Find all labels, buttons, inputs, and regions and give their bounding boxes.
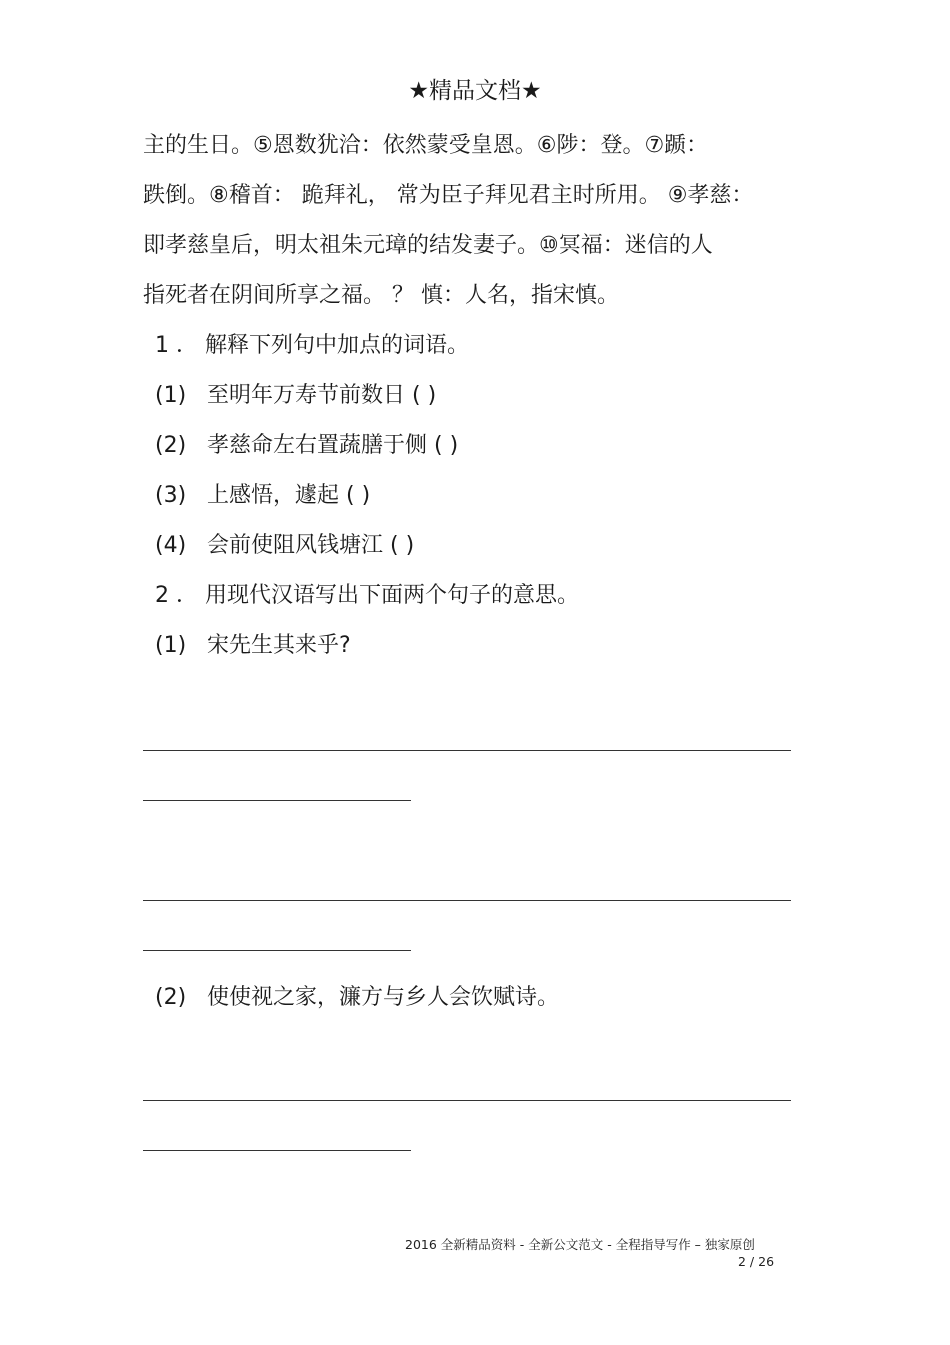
item-text: 孝慈命左右置蔬膳于侧 ( ) [207, 433, 459, 458]
item-number: (4) [155, 533, 187, 558]
question-1-item-4 [155, 528, 414, 559]
answer-line [143, 800, 411, 801]
item-text: 使使视之家，濂方与乡人会饮赋诗。 [207, 985, 560, 1010]
question-1-item-2 [155, 428, 458, 459]
item-number: (3) [155, 483, 187, 508]
question-1-item-3 [155, 478, 370, 509]
item-number: (1) [155, 633, 187, 658]
answer-line [143, 1150, 411, 1151]
item-text: 至明年万寿节前数日 ( ) [207, 383, 437, 408]
note-line-3: 即孝慈皇后，明太祖朱元璋的结发妻子。⑩冥福：迷信的人 [143, 233, 713, 258]
question-1-item-1 [155, 378, 436, 409]
question-2-item-1 [155, 628, 351, 659]
footer-text: 2016 全新精品资料 - 全新公文范文 - 全程指导写作 – 独家原创 [405, 1237, 755, 1252]
answer-line [143, 900, 791, 901]
page-header: ★精品文档★ [408, 78, 542, 104]
note-line-1: 主的生日。⑤恩数犹洽：依然蒙受皇恩。⑥陟：登。⑦踬： [143, 133, 709, 158]
page-number: 2 / 26 [738, 1254, 775, 1269]
note-line-2: 跌倒。⑧稽首： 跪拜礼， 常为臣子拜见君主时所用。 ⑨孝慈： [143, 183, 754, 208]
question-1-title: 1 ． 解释下列句中加点的词语。 [155, 333, 469, 358]
question-2-title: 2 ． 用现代汉语写出下面两个句子的意思。 [155, 583, 579, 608]
item-number: (2) [155, 985, 187, 1010]
answer-line [143, 750, 791, 751]
item-text: 会前使阻风钱塘江 ( ) [207, 533, 415, 558]
question-2-item-2 [155, 980, 559, 1011]
note-line-4: 指死者在阴间所享之福。 ？ 慎：人名，指宋慎。 [143, 283, 619, 308]
item-number: (2) [155, 433, 187, 458]
item-number: (1) [155, 383, 187, 408]
item-text: 上感悟，遽起 ( ) [207, 483, 371, 508]
item-text: 宋先生其来乎? [207, 633, 351, 658]
answer-line [143, 950, 411, 951]
answer-line [143, 1100, 791, 1101]
